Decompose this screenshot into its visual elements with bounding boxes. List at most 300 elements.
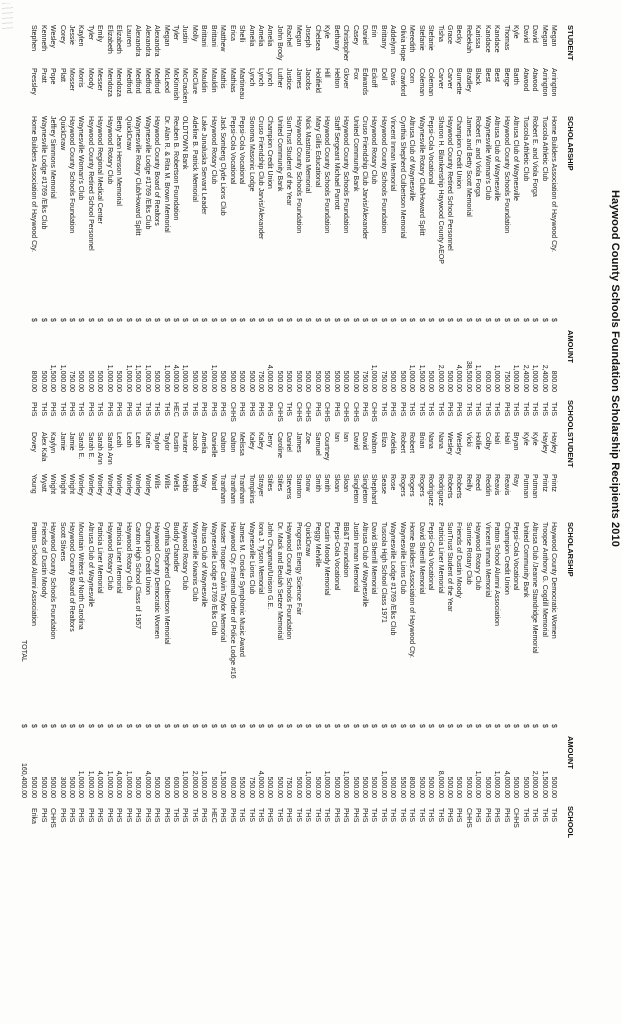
amount-value: 800.00 xyxy=(550,370,557,392)
amount-value: 750.00 xyxy=(285,776,293,798)
scholarship-name: David Sherrill Memorial xyxy=(370,522,378,595)
currency-sign: $ xyxy=(39,724,47,728)
scholarship-name: Haywood County Democratic Women xyxy=(550,522,557,639)
student-first-name: Jessie xyxy=(68,25,76,45)
school-code: THS xyxy=(398,808,406,822)
student-first-name: Sarah E. xyxy=(86,432,94,460)
scholarship-name: Lake Junaluska Servant Leader xyxy=(200,116,208,215)
currency-sign: $ xyxy=(96,724,104,728)
scholarship-name: Friends of Dustin Moody xyxy=(39,522,47,598)
amount-value: 1,000.00 xyxy=(77,770,85,798)
table-row xyxy=(265,0,275,1024)
currency-sign: $ xyxy=(313,724,321,728)
student-last-name: Worley xyxy=(105,474,113,496)
currency-sign: $ xyxy=(370,318,378,322)
student-last-name: Shephard xyxy=(370,474,378,505)
amount-value: 500.00 xyxy=(351,370,359,392)
student-first-name: Ian xyxy=(342,432,350,442)
currency-sign: $ xyxy=(153,724,161,728)
scholarship-name: Waynesville Woman's Club xyxy=(483,116,491,201)
scholarship-name: QuickDraw xyxy=(304,522,312,557)
student-last-name: Mauldin xyxy=(209,68,217,93)
currency-sign: $ xyxy=(332,724,340,728)
student-last-name: Pratt xyxy=(39,68,47,83)
student-first-name: Kandace xyxy=(483,25,491,53)
currency-sign: $ xyxy=(86,318,94,322)
amount-value: 1,000.00 xyxy=(512,364,520,392)
scholarship-name: Altrusa Club of Waynesville xyxy=(200,522,208,607)
student-last-name: Putman xyxy=(521,474,529,499)
student-last-name: Pressley xyxy=(30,68,38,95)
student-last-name: Best xyxy=(493,68,501,83)
student-last-name: Davis xyxy=(389,68,397,86)
student-last-name: Way xyxy=(200,474,208,488)
student-first-name: Brittani xyxy=(209,25,217,47)
school-code: PHS xyxy=(219,402,227,417)
school-code: PHS xyxy=(68,402,76,417)
scholarship-name: Iona J. Tyson Memorial xyxy=(257,522,265,595)
amount-value: 1,000.00 xyxy=(493,364,501,392)
student-last-name: Martineau xyxy=(238,68,246,100)
student-last-name: McCracken xyxy=(181,68,189,104)
amount-value: 500.00 xyxy=(219,370,227,392)
currency-sign: $ xyxy=(379,318,387,322)
student-last-name: Hill xyxy=(323,68,331,78)
school-code: HEC xyxy=(209,808,217,823)
school-code: PHS xyxy=(446,402,454,417)
table-row xyxy=(302,0,312,1024)
scholarship-name: Vincent Inman Memorial xyxy=(389,116,397,192)
currency-sign: $ xyxy=(39,318,47,322)
amount-value: 550.00 xyxy=(398,776,406,798)
amount-value: 2,000.00 xyxy=(531,770,539,798)
student-last-name: Stevens xyxy=(285,474,293,500)
scholarship-name: Haywood County Schools Foundation xyxy=(49,522,57,640)
student-last-name: Bradley xyxy=(464,68,472,92)
table-row xyxy=(482,0,492,1024)
school-code: CHHS xyxy=(49,808,57,828)
student-last-name: Fox xyxy=(351,68,359,80)
table-row xyxy=(501,0,511,1024)
student-first-name: Dustin xyxy=(172,432,179,452)
amount-value: 500.00 xyxy=(304,370,312,392)
scholarship-name: Patton School Alumni Association xyxy=(30,522,38,626)
currency-sign: $ xyxy=(512,318,520,322)
school-code: PHS xyxy=(124,808,132,823)
table-row xyxy=(350,0,360,1024)
student-last-name: Mendoza xyxy=(115,68,123,97)
currency-sign: $ xyxy=(313,318,321,322)
student-first-name: Kyle xyxy=(531,432,539,446)
student-last-name: Jacobs xyxy=(304,68,312,91)
student-first-name: Robert xyxy=(398,432,406,454)
student-first-name: Addelynn xyxy=(389,25,397,55)
student-first-name: Alex Kala xyxy=(39,432,47,462)
school-code: THS xyxy=(417,402,425,416)
amount-value: 500.00 xyxy=(464,776,472,798)
student-first-name: Taylor xyxy=(153,432,161,451)
currency-sign: $ xyxy=(134,724,142,728)
amount-value: 500.00 xyxy=(275,370,283,392)
school-code: THS xyxy=(304,808,312,822)
amount-value: 4,000.00 xyxy=(143,770,151,798)
amount-value: 500.00 xyxy=(285,370,293,392)
school-code: PHS xyxy=(238,402,246,417)
school-code: PHS xyxy=(455,808,463,823)
school-code: PHS xyxy=(115,808,123,823)
student-first-name: Matthew xyxy=(219,25,227,52)
currency-sign: $ xyxy=(266,318,274,322)
amount-value: 500.00 xyxy=(389,776,397,798)
student-last-name: Best xyxy=(483,68,491,83)
student-first-name: Dalton xyxy=(228,432,236,453)
school-code: THS xyxy=(313,808,321,822)
currency-sign: $ xyxy=(417,724,425,728)
school-code: THS xyxy=(436,402,444,416)
currency-sign: $ xyxy=(294,724,302,728)
student-last-name: Barth xyxy=(512,68,520,85)
student-first-name: David xyxy=(531,25,539,43)
student-first-name: Colby xyxy=(483,432,491,450)
amount-value: 500.00 xyxy=(115,370,123,392)
scholarship-name: United Community Bank xyxy=(275,116,283,192)
currency-sign: $ xyxy=(275,724,283,728)
table-row xyxy=(435,0,445,1024)
amount-value: 550.00 xyxy=(238,776,246,798)
student-first-name: Kenneth xyxy=(39,25,47,52)
school-code: THS xyxy=(493,402,501,416)
school-code: PHS xyxy=(105,402,113,417)
amount-value: 500.00 xyxy=(96,370,104,392)
amount-value: 4,000.00 xyxy=(115,770,123,798)
student-last-name: Mosser xyxy=(68,68,76,91)
currency-sign: $ xyxy=(162,724,170,728)
student-first-name: Megan xyxy=(162,25,170,47)
amount-value: 500.00 xyxy=(323,370,331,392)
student-first-name: Leah xyxy=(134,432,142,448)
currency-sign: $ xyxy=(200,318,208,322)
table-row xyxy=(170,0,180,1024)
student-last-name: Mathis xyxy=(219,68,227,89)
amount-value: 500.00 xyxy=(417,776,425,798)
school-code: THS xyxy=(294,808,302,822)
student-first-name: Daniel xyxy=(285,432,293,452)
scholarship-name: Friends of Dustin Moody xyxy=(455,522,463,598)
school-code: PHS xyxy=(247,402,255,417)
student-first-name: Kaley xyxy=(257,432,265,450)
currency-sign: $ xyxy=(521,318,529,322)
student-first-name: Caroline xyxy=(275,432,283,459)
amount-value: 500.00 xyxy=(342,370,350,392)
student-last-name: Smith xyxy=(313,474,321,492)
student-last-name: Rogers xyxy=(398,474,406,497)
currency-sign: $ xyxy=(172,724,179,728)
scholarship-name: Haywood County Democratic Women xyxy=(153,522,161,639)
amount-value: 8,000.00 xyxy=(436,770,444,798)
amount-value: 500.00 xyxy=(266,776,274,798)
student-first-name: Walton xyxy=(370,432,378,454)
school-code: THS xyxy=(521,808,529,822)
scholarship-name: Cynthia Shepherd Culbertson Memorial xyxy=(398,116,406,239)
school-code: PHS xyxy=(209,402,217,417)
currency-sign: $ xyxy=(408,724,416,728)
school-code: CHHS xyxy=(351,402,359,422)
table-row xyxy=(444,0,454,1024)
school-code: PHS xyxy=(49,402,57,417)
currency-sign: $ xyxy=(417,318,425,322)
table-row xyxy=(321,0,331,1024)
student-first-name: Elizabeth xyxy=(115,25,123,54)
student-last-name: Wright xyxy=(49,474,57,495)
school-code: THS xyxy=(379,808,387,822)
currency-sign: $ xyxy=(219,724,227,728)
currency-sign: $ xyxy=(247,318,255,322)
school-code: PHS xyxy=(77,808,85,823)
table-row xyxy=(529,0,539,1024)
school-code: THS xyxy=(483,402,491,416)
school-code: THS xyxy=(408,402,416,416)
student-first-name: John Brody xyxy=(275,25,283,61)
student-first-name: Alexandra xyxy=(153,25,161,57)
scholarship-name: United Community Bank xyxy=(521,522,529,598)
currency-sign: $ xyxy=(209,318,217,322)
student-first-name: Kyle xyxy=(521,432,529,446)
currency-sign: $ xyxy=(398,724,406,728)
student-last-name: Worley xyxy=(115,474,123,496)
scholarship-name: Buddy Chandler xyxy=(172,522,179,573)
scholarship-name: Mary Gillis Educational xyxy=(313,116,321,188)
currency-sign: $ xyxy=(389,318,397,322)
school-code: THS xyxy=(77,402,85,416)
amount-value: 500.00 xyxy=(313,776,321,798)
amount-value: 500.00 xyxy=(521,776,529,798)
scholarship-name: Staff Sergeant Michael Parrott xyxy=(332,116,340,210)
school-code: THS xyxy=(238,808,246,822)
scholarship-name: Haywood Rotary Club xyxy=(370,116,378,185)
student-first-name: Stephen xyxy=(30,25,38,52)
student-last-name: Berge xyxy=(502,68,510,87)
scholarship-name: Haywood County Board of Realtors xyxy=(153,116,161,226)
student-last-name: Reavis xyxy=(502,474,510,496)
student-first-name: David xyxy=(361,432,368,450)
student-first-name: David xyxy=(351,432,359,450)
scholarship-name: James M. Crocker Symphonic Music Award xyxy=(238,522,246,657)
student-first-name: Jamie xyxy=(58,432,66,451)
school-code: CHHS xyxy=(323,402,331,422)
student-first-name: Kaylyn xyxy=(49,432,57,454)
amount-value: 500.00 xyxy=(398,370,406,392)
currency-sign: $ xyxy=(493,724,501,728)
student-first-name: Leah xyxy=(124,432,132,448)
student-first-name: Kyle xyxy=(512,25,520,39)
student-last-name: Worley xyxy=(143,474,151,496)
amount-value: 300.00 xyxy=(58,776,66,798)
total-currency-sign: $ xyxy=(20,724,27,728)
table-row xyxy=(217,0,227,1024)
student-last-name: Lynch xyxy=(266,68,274,87)
currency-sign: $ xyxy=(455,318,463,322)
student-last-name: Trantham xyxy=(228,474,236,504)
amount-value: 1,000.00 xyxy=(181,364,189,392)
school-code: PHS xyxy=(332,808,340,823)
table-row xyxy=(57,0,67,1024)
currency-sign: $ xyxy=(342,724,350,728)
student-first-name: Karie xyxy=(143,432,151,449)
amount-value: 500.00 xyxy=(190,370,198,392)
amount-value: 1,000.00 xyxy=(209,364,217,392)
student-last-name: Singleton xyxy=(351,474,359,504)
student-first-name: Wesley xyxy=(446,432,454,455)
student-first-name: Sarah Ann xyxy=(96,432,104,465)
school-code: PHS xyxy=(228,808,236,823)
student-last-name: Worley xyxy=(96,474,104,496)
table-row xyxy=(387,0,397,1024)
scholarship-name: Haywood Cty. Fraternal Order of Police Lodge #16 xyxy=(228,522,236,679)
scholarship-name: Peggy Melville xyxy=(313,522,321,568)
student-last-name: Webb xyxy=(190,474,198,493)
amount-value: 1,000.00 xyxy=(493,770,501,798)
amount-value: 500.00 xyxy=(361,776,368,798)
scholarship-name: Haywood County Schools Foundation xyxy=(285,522,293,640)
school-code: THS xyxy=(134,402,142,416)
currency-sign: $ xyxy=(134,318,142,322)
student-last-name: Justice xyxy=(285,68,293,90)
scholarship-name: Robert E. and Viola Forga xyxy=(474,116,482,197)
amount-value: 800.00 xyxy=(30,370,38,392)
scholarship-name: Patricia Liner Memorial xyxy=(436,522,444,594)
amount-value: 38,500.00 xyxy=(464,360,472,392)
student-last-name: Roberts xyxy=(455,474,463,499)
student-first-name: Hayley xyxy=(550,432,557,454)
student-first-name: Tyler xyxy=(86,25,94,41)
student-last-name: Worley xyxy=(77,474,85,496)
student-first-name: Kaylen xyxy=(77,25,85,47)
student-first-name: Jamie xyxy=(68,432,76,451)
scholarship-name: Altrusa Club of Waynesville xyxy=(493,116,501,201)
school-code: PHS xyxy=(200,808,208,823)
scholarship-name: Pepsi-Cola Vocational xyxy=(427,522,435,591)
student-first-name: Becky xyxy=(455,25,463,45)
student-last-name: Young xyxy=(30,474,38,494)
scholarship-name: Patton School Alumni Association xyxy=(493,522,501,626)
student-last-name: Glover xyxy=(342,68,350,89)
amount-value: 1,000.00 xyxy=(86,770,94,798)
scholarship-name: Pepsi-Cola Vocational xyxy=(332,522,340,591)
school-code: PHS xyxy=(200,402,208,417)
total-amount: 160,400.00 xyxy=(20,762,27,798)
school-code: THS xyxy=(39,402,47,416)
scholarship-name: QuickDraw xyxy=(124,116,132,151)
student-last-name: Worley xyxy=(86,474,94,496)
school-code: PHS xyxy=(502,402,510,417)
amount-value: 500.00 xyxy=(313,370,321,392)
currency-sign: $ xyxy=(389,724,397,728)
student-first-name: Alexandra xyxy=(143,25,151,57)
school-code: PHS xyxy=(351,808,359,823)
scholarship-name: Haywood County Schools Foundation xyxy=(294,116,302,234)
amount-value: 1,500.00 xyxy=(134,364,142,392)
scholarship-name: Haywood County Retired School Personnel xyxy=(86,116,94,251)
school-code: THS xyxy=(427,808,435,822)
table-row xyxy=(425,0,435,1024)
scholarship-name: Haywood County Schools Foundation xyxy=(323,116,331,234)
student-last-name: Wright xyxy=(68,474,76,495)
scholarship-name: Mountain Writers of North Carolina xyxy=(77,522,85,630)
amount-value: 500.00 xyxy=(153,370,161,392)
table-row xyxy=(283,0,293,1024)
scholarship-name: Altrusa Club of Waynesville xyxy=(512,116,520,201)
amount-value: 500.00 xyxy=(275,776,283,798)
amount-value: 500.00 xyxy=(30,776,38,798)
scholarship-name: QuickDraw xyxy=(58,116,66,151)
header-amount-right: AMOUNT xyxy=(566,736,575,769)
amount-value: 1,500.00 xyxy=(540,770,548,798)
school-code: THS xyxy=(464,402,472,416)
student-last-name: Trantham xyxy=(238,474,246,504)
table-row xyxy=(454,0,464,1024)
amount-value: 500.00 xyxy=(427,776,435,798)
student-last-name: Morris xyxy=(77,68,85,88)
student-first-name: Stefanie xyxy=(427,25,435,51)
student-last-name: Printz xyxy=(550,474,557,492)
student-first-name: Olivia Hope xyxy=(398,25,406,62)
school-code: THS xyxy=(550,402,557,416)
table-row xyxy=(142,0,152,1024)
scholarship-name: Justin Inman Memorial xyxy=(351,522,359,593)
student-first-name: Dalton xyxy=(219,432,227,453)
table-row xyxy=(246,0,256,1024)
currency-sign: $ xyxy=(162,318,170,322)
scholarship-name: OLDTOWN Bank xyxy=(181,116,189,170)
school-code: PHS xyxy=(105,808,113,823)
table-row xyxy=(132,0,142,1024)
school-code: Erika xyxy=(30,808,38,824)
scholarship-name: Waynesville Lions Club xyxy=(398,522,406,595)
table-row xyxy=(406,0,416,1024)
student-last-name: Corn xyxy=(408,68,416,84)
school-code: THS xyxy=(153,402,161,416)
school-code: PHS xyxy=(153,808,161,823)
student-first-name: Justin xyxy=(181,25,189,44)
student-last-name: Ray xyxy=(512,474,520,487)
table-row xyxy=(66,0,76,1024)
table-row xyxy=(331,0,341,1024)
scholarship-name: Haywood County Schools Foundation xyxy=(502,116,510,234)
scholarship-name: Champion Credit Union xyxy=(455,116,463,189)
amount-value: 500.00 xyxy=(483,776,491,798)
school-code: THS xyxy=(474,402,482,416)
scholarship-name: Waynesville Lions Club xyxy=(247,522,255,595)
currency-sign: $ xyxy=(351,724,359,728)
currency-sign: $ xyxy=(361,724,368,728)
table-row xyxy=(520,0,530,1024)
table-row xyxy=(94,0,104,1024)
student-last-name: Helton xyxy=(332,68,340,89)
amount-value: 1,000.00 xyxy=(181,770,189,798)
table-row xyxy=(312,0,322,1024)
scholarship-name: Cruso Friendship Club Jarvis/Alexander xyxy=(257,116,265,240)
school-code: PHS xyxy=(86,808,94,823)
student-first-name: Nana xyxy=(427,432,435,449)
scholarship-name: Home Builders Association of Haywood Cty. xyxy=(550,116,557,253)
amount-value: 1,000.00 xyxy=(474,770,482,798)
scholarship-name: SunTrust Student of the Year xyxy=(446,522,454,612)
amount-value: 500.00 xyxy=(332,776,340,798)
student-last-name: Crawford xyxy=(398,68,406,97)
student-first-name: Meredith xyxy=(408,25,416,53)
student-last-name: Wright xyxy=(58,474,66,495)
school-code: THS xyxy=(389,808,397,822)
